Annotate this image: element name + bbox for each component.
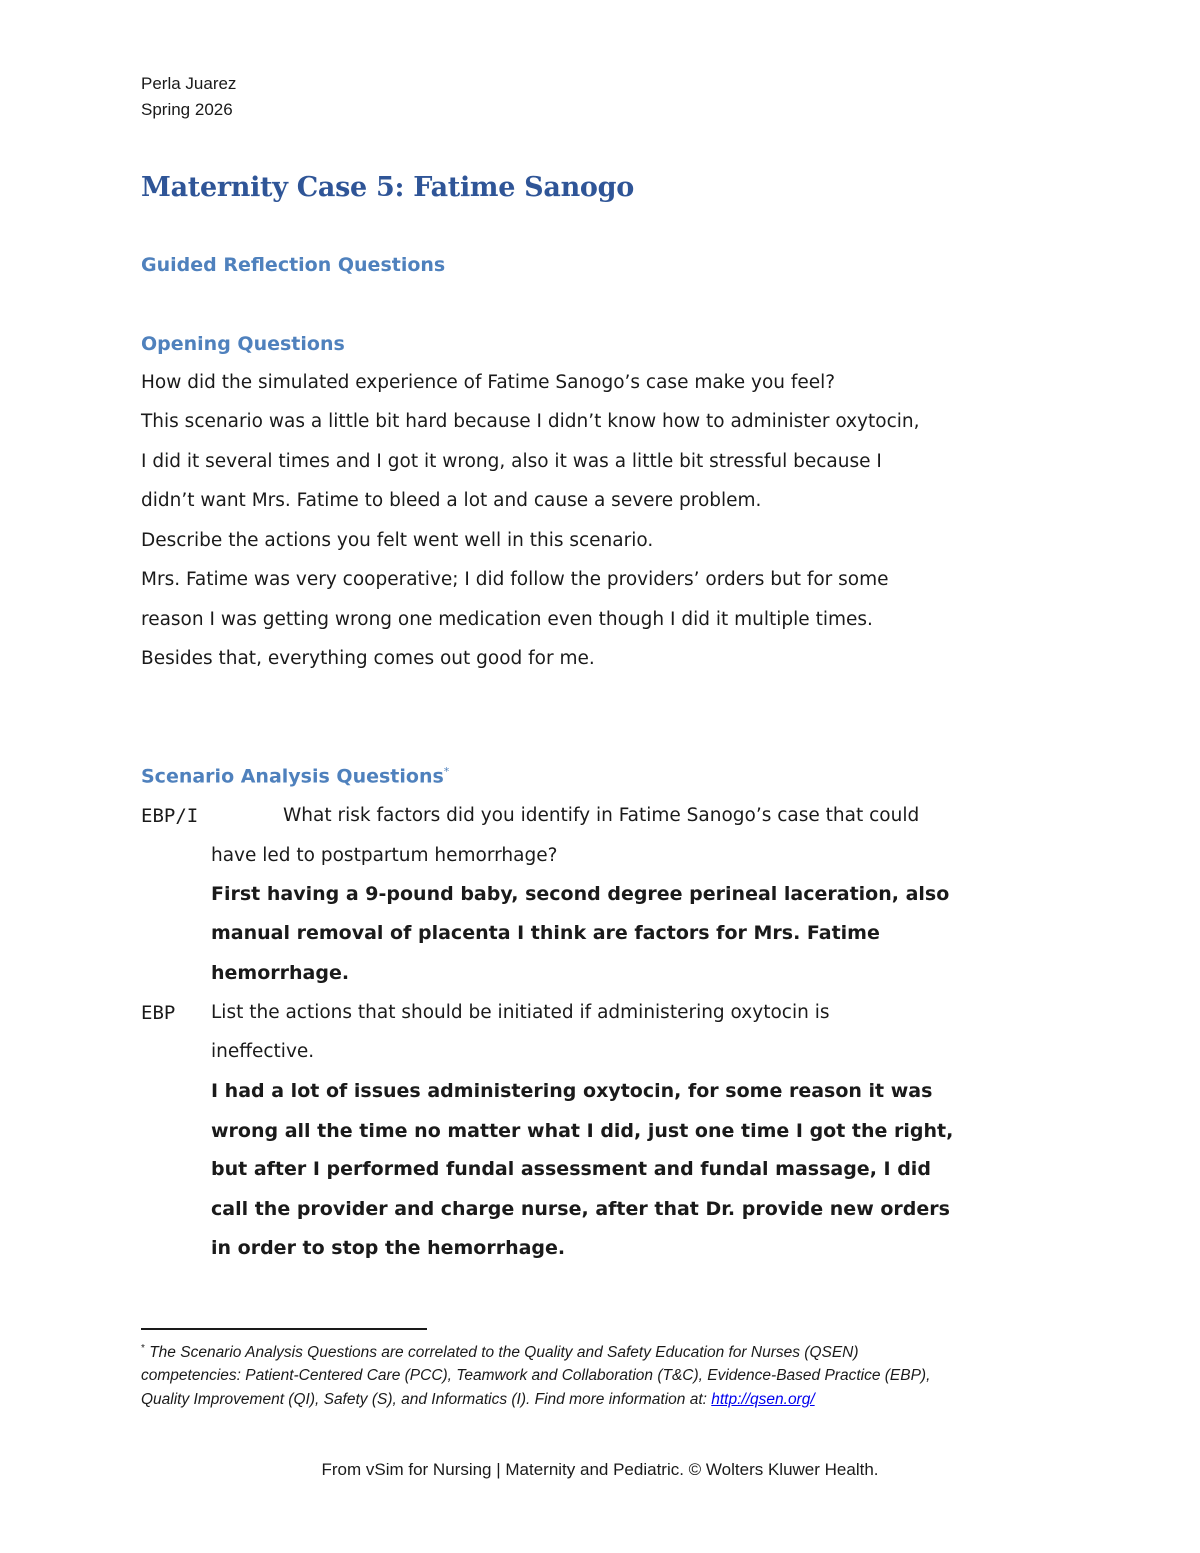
- opening-line: Mrs. Fatime was very cooperative; I did follow the providers’ orders but for some: [141, 569, 889, 590]
- question-line: ineffective.: [211, 1041, 315, 1062]
- term-label: Spring 2026: [141, 100, 233, 119]
- qsen-link[interactable]: http://qsen.org/: [711, 1391, 815, 1408]
- answer-line: wrong all the time no matter what I did, just one time I got the right,: [211, 1120, 954, 1142]
- document-title: Maternity Case 5: Fatime Sanogo: [141, 172, 634, 203]
- opening-line: How did the simulated experience of Fatime Sanogo’s case make you feel?: [141, 372, 836, 393]
- opening-questions-heading: Opening Questions: [141, 333, 345, 355]
- scenario-analysis-heading: [141, 765, 449, 787]
- footnote-marker: *: [141, 1343, 145, 1354]
- opening-line: Describe the actions you felt went well in this scenario.: [141, 530, 654, 551]
- answer-line: First having a 9-pound baby, second degree perineal laceration, also: [211, 883, 950, 905]
- footnote-line: competencies: Patient-Centered Care (PCC), Teamwork and Collaboration (T&C), Evidence-Based Practice (EBP),: [141, 1367, 931, 1384]
- answer-line: but after I performed fundal assessment and fundal massage, I did: [211, 1158, 931, 1180]
- footnote-reference: *: [443, 765, 450, 778]
- author-name: Perla Juarez: [141, 74, 237, 93]
- answer-line: hemorrhage.: [211, 962, 350, 984]
- answer-line: manual removal of placenta I think are factors for Mrs. Fatime: [211, 922, 880, 944]
- question-code: EBP/I: [141, 805, 199, 827]
- question-line: What risk factors did you identify in Fatime Sanogo’s case that could: [283, 805, 920, 826]
- footnote-separator: [141, 1328, 427, 1330]
- question-code: EBP: [141, 1002, 176, 1024]
- opening-line: reason I was getting wrong one medication even though I did it multiple times.: [141, 609, 873, 630]
- footnote-line: [141, 1391, 815, 1409]
- answer-line: I had a lot of issues administering oxytocin, for some reason it was: [211, 1080, 933, 1102]
- opening-line: Besides that, everything comes out good for me.: [141, 648, 595, 669]
- page-footer: From vSim for Nursing | Maternity and Pediatric. © Wolters Kluwer Health.: [321, 1460, 879, 1479]
- opening-line: didn’t want Mrs. Fatime to bleed a lot and cause a severe problem.: [141, 490, 762, 511]
- footnote-line: [141, 1343, 859, 1362]
- opening-line: This scenario was a little bit hard because I didn’t know how to administer oxytocin,: [141, 411, 920, 432]
- guided-reflection-heading: Guided Reflection Questions: [141, 254, 446, 276]
- footnote-text: Quality Improvement (QI), Safety (S), and Informatics (I). Find more information at:: [141, 1391, 712, 1408]
- footnote-text: The Scenario Analysis Questions are correlated to the Quality and Safety Education for Nurses (QSEN): [149, 1344, 859, 1362]
- answer-line: call the provider and charge nurse, after that Dr. provide new orders: [211, 1198, 950, 1220]
- opening-line: I did it several times and I got it wrong, also it was a little bit stressful because I: [141, 451, 882, 472]
- answer-line: in order to stop the hemorrhage.: [211, 1237, 566, 1259]
- question-line: have led to postpartum hemorrhage?: [211, 845, 558, 866]
- scenario-analysis-heading-text: Scenario Analysis Questions: [141, 765, 444, 788]
- question-line: List the actions that should be initiated if administering oxytocin is: [211, 1002, 830, 1023]
